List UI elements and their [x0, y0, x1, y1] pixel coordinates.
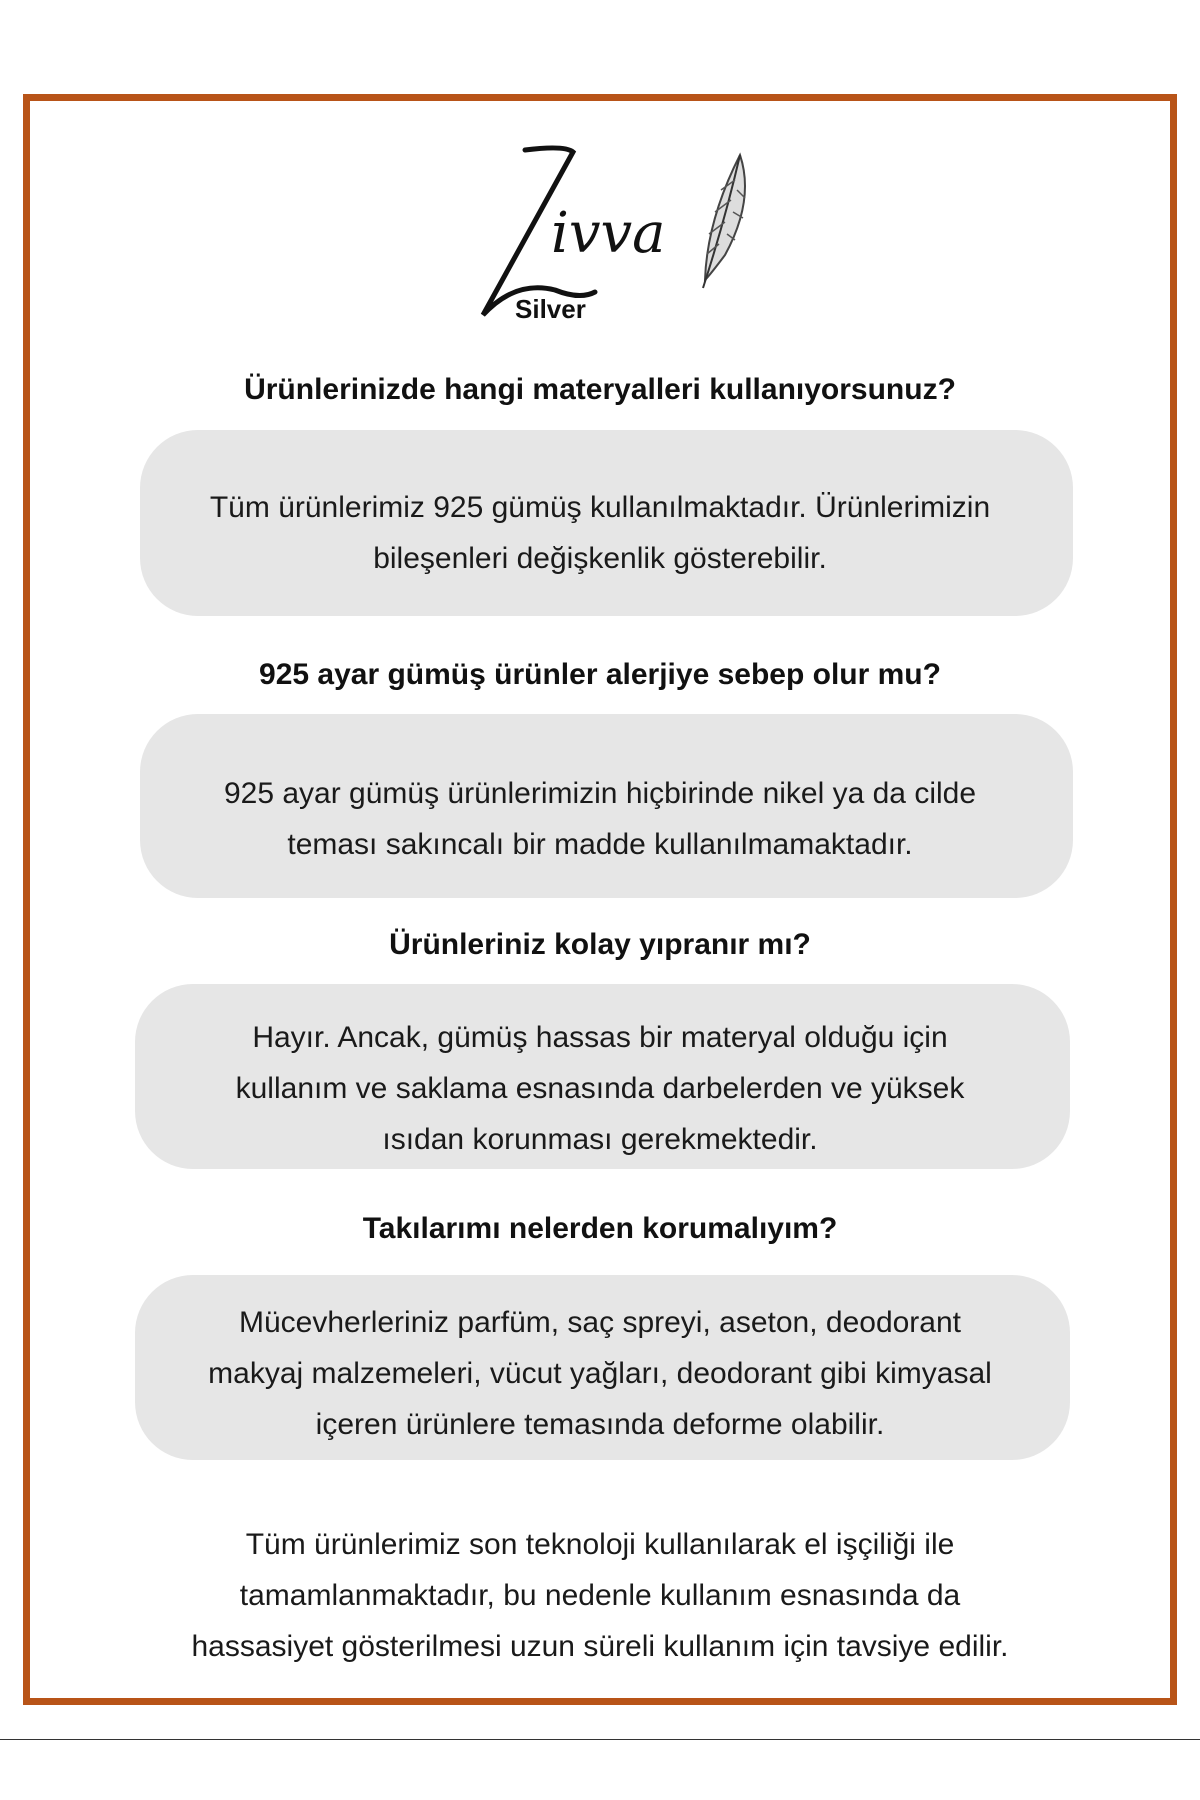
answer-line: teması sakıncalı bir madde kullanılmamaktadır. [287, 828, 913, 861]
logo-wordmark: ivva [551, 201, 666, 266]
faq-answer-2 [0, 768, 1200, 870]
answer-line: makyaj malzemeleri, vücut yağları, deodorant gibi kimyasal [208, 1357, 992, 1390]
answer-line: kullanım ve saklama esnasında darbelerden ve yüksek [235, 1072, 965, 1105]
answer-line: Mücevherleriniz parfüm, saç spreyi, aseton, deodorant [238, 1306, 962, 1339]
faq-question-4: Takılarımı nelerden korumalıyım? [362, 1212, 838, 1245]
page-frame [23, 94, 1177, 1705]
footer-line: hassasiyet gösterilmesi uzun süreli kullanım için tavsiye edilir. [191, 1630, 1009, 1663]
faq-answer-3 [0, 1012, 1200, 1165]
answer-line: 925 ayar gümüş ürünlerimizin hiçbirinde nikel ya da cilde [223, 777, 977, 810]
answer-line: Tüm ürünlerimiz 925 gümüş kullanılmaktadır. Ürünlerimizin [209, 491, 991, 524]
answer-line: içeren ürünlere temasında deforme olabilir. [315, 1408, 885, 1441]
footer-note [0, 1519, 1200, 1672]
faq-answer-4 [0, 1297, 1200, 1450]
logo-subtitle: Silver [515, 294, 586, 324]
divider [0, 1739, 1200, 1740]
feather-icon [703, 155, 745, 288]
answer-line: Hayır. Ancak, gümüş hassas bir materyal olduğu için [252, 1021, 948, 1054]
footer-line: Tüm ürünlerimiz son teknoloji kullanılarak el işçiliği ile [245, 1528, 955, 1561]
faq-answer-1 [0, 482, 1200, 584]
answer-line: ısıdan korunması gerekmektedir. [382, 1123, 818, 1156]
answer-line: bileşenleri değişkenlik gösterebilir. [373, 542, 827, 575]
brand-logo [455, 140, 765, 330]
faq-question-2: 925 ayar gümüş ürünler alerjiye sebep olur mu? [259, 658, 941, 691]
footer-line: tamamlanmaktadır, bu nedenle kullanım esnasında da [239, 1579, 961, 1612]
faq-question-3: Ürünleriniz kolay yıpranır mı? [389, 928, 811, 961]
faq-question-1: Ürünlerinizde hangi materyalleri kullanıyorsunuz? [244, 373, 956, 406]
